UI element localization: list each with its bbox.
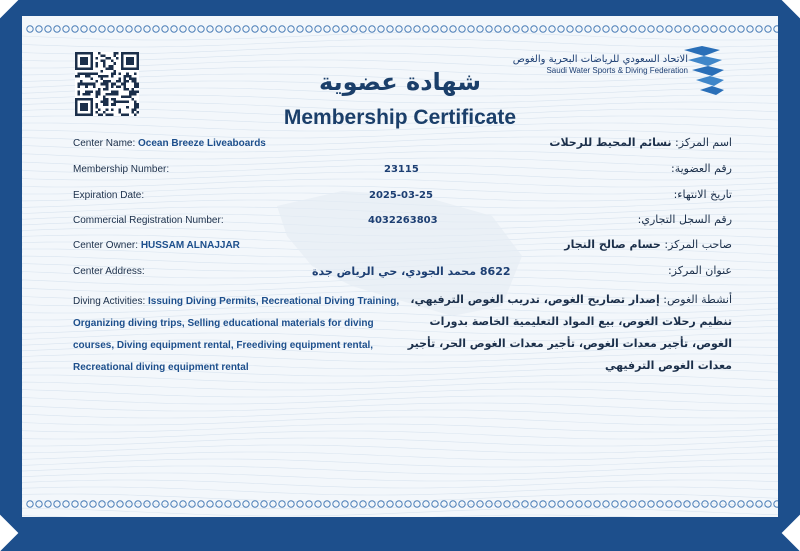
membership-number-value: 23115 [384, 164, 419, 175]
commercial-registration-value: 4032263803 [368, 215, 438, 226]
corner-ornament [782, 0, 800, 18]
expiration-date-label-ar: تاريخ الانتهاء: [673, 188, 732, 201]
center-name-value-ar: نسائم المحيط للرحلات [549, 136, 672, 149]
diving-activities-label-en: Diving Activities: [73, 296, 146, 307]
organization-name-en: Saudi Water Sports & Diving Federation [546, 66, 688, 75]
certificate-paper [22, 16, 778, 517]
center-name-value-en: Ocean Breeze Liveaboards [138, 138, 266, 149]
top-dot-border [22, 22, 778, 36]
membership-number-label-en: Membership Number: [73, 164, 170, 175]
center-owner-label-ar: صاحب المركز: [664, 238, 732, 251]
center-name-row-ar [549, 136, 732, 149]
diving-activities-value-en: Issuing Diving Permits, Recreational Diving Training, Organizing diving trips, Selling educational materials for diving courses, Diving equipment rental, Freediving equipment rental, Recreational diving equipment rental [73, 296, 400, 373]
center-address-value: 8622 محمد الجودي، حي الرياض جدة [312, 265, 511, 278]
commercial-registration-label-ar: رقم السجل التجاري: [637, 213, 732, 226]
center-owner-row-en [73, 240, 240, 251]
diving-activities-en [73, 291, 403, 379]
center-name-row-en [73, 138, 266, 149]
center-name-label-ar: اسم المركز: [675, 136, 732, 149]
center-owner-value-ar: حسام صالح النجار [564, 238, 661, 251]
organization-name-ar: الاتحاد السعودي للرياضات البحرية والغوص [512, 54, 688, 65]
title-ar: شهادة عضوية [319, 68, 481, 96]
corner-ornament [0, 0, 18, 18]
expiration-date-value: 2025-03-25 [369, 190, 433, 201]
center-owner-label-en: Center Owner: [73, 240, 139, 251]
center-owner-value-en: HUSSAM ALNAJJAR [140, 240, 240, 251]
diving-activities-value-ar: إصدار تصاريح الغوص، تدريب الغوص الترفيهي، تنظيم رحلات الغوص، بيع المواد التعليمية الخاصة بدورات الغوص، تأجير معدات الغوص، تأجير معدات الغوص الحر، تأجير معدات الغوص الترفيهي [407, 293, 732, 372]
membership-number-label-ar: رقم العضوية: [671, 162, 732, 175]
center-name-label-en: Center Name: [73, 138, 136, 149]
expiration-date-label-en: Expiration Date: [73, 190, 145, 201]
center-address-label-en: Center Address: [73, 266, 145, 277]
center-address-label-ar: عنوان المركز: [667, 264, 732, 277]
bottom-dot-border [22, 497, 778, 511]
commercial-registration-label-en: Commercial Registration Number: [73, 215, 224, 226]
center-owner-row-ar [564, 238, 732, 251]
diving-activities-label-ar: أنشطة الغوص: [663, 293, 732, 306]
title-en: Membership Certificate [283, 106, 517, 129]
diving-activities-ar [402, 289, 732, 377]
